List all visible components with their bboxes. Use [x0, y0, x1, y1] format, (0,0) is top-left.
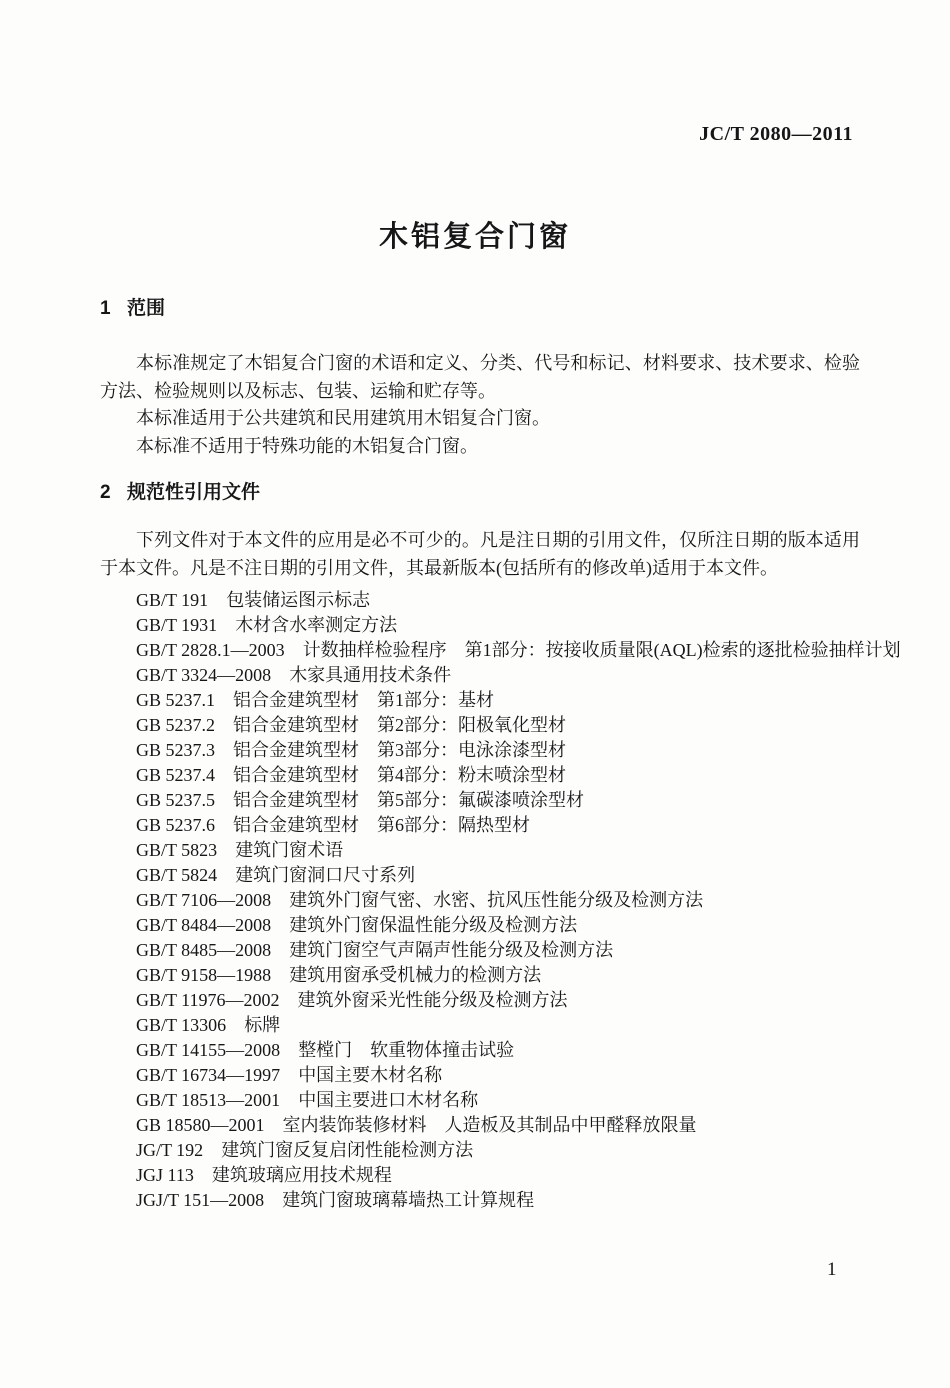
reference-item: [136, 613, 860, 638]
section-2-heading: [100, 481, 860, 505]
paragraph: 本标准规定了木铝复合门窗的术语和定义、分类、代号和标记、材料要求、技术要求、检验方法、检验规则以及标志、包装、运输和贮存等。: [100, 353, 860, 401]
reference-item: [136, 1038, 860, 1063]
section-2-title: 规范性引用文件: [127, 482, 261, 503]
reference-code: GB 5237.1: [136, 690, 216, 710]
reference-title: 建筑门窗反复启闭性能检测方法: [221, 1140, 474, 1160]
reference-item: [136, 813, 860, 838]
reference-item: [136, 713, 860, 738]
reference-title: 铝合金建筑型材 第6部分：隔热型材: [233, 815, 531, 835]
section-1-title: 范围: [127, 298, 166, 319]
reference-code: GB 5237.6: [136, 815, 216, 835]
reference-code: GB/T 2828.1—2003: [136, 640, 285, 660]
reference-title: 包装储运图示标志: [226, 590, 371, 610]
page-number: 1: [827, 1259, 837, 1280]
reference-item: [136, 763, 860, 788]
section-2-intro: [100, 527, 860, 582]
reference-item: [136, 1138, 860, 1163]
reference-title: 建筑用窗承受机械力的检测方法: [289, 965, 542, 985]
reference-code: GB 5237.3: [136, 740, 216, 760]
reference-title: 铝合金建筑型材 第3部分：电泳涂漆型材: [233, 740, 567, 760]
reference-code: GB/T 9158—1988: [136, 965, 272, 985]
reference-title: 铝合金建筑型材 第1部分：基材: [233, 690, 495, 710]
reference-item: [136, 1163, 860, 1188]
section-1-body: [100, 350, 860, 460]
reference-item: [136, 888, 860, 913]
reference-title: 建筑门窗空气声隔声性能分级及检测方法: [289, 940, 614, 960]
reference-item: [136, 913, 860, 938]
reference-code: JGJ/T 151—2008: [136, 1190, 265, 1210]
page-content: [100, 297, 901, 1213]
reference-item: [136, 1063, 860, 1088]
reference-item: [136, 638, 901, 663]
reference-code: GB/T 5824: [136, 865, 218, 885]
reference-title: 建筑外门窗保温性能分级及检测方法: [289, 915, 578, 935]
reference-item: [136, 788, 860, 813]
reference-item: [136, 988, 860, 1013]
reference-code: GB 5237.2: [136, 715, 216, 735]
reference-code: JGJ 113: [136, 1165, 194, 1185]
reference-title: 中国主要木材名称: [298, 1065, 443, 1085]
reference-title: 整樘门 软重物体撞击试验: [298, 1040, 515, 1060]
reference-title: 建筑玻璃应用技术规程: [211, 1165, 392, 1185]
document-title: 木铝复合门窗: [378, 221, 571, 253]
reference-code: JG/T 192: [136, 1140, 204, 1160]
reference-code: GB/T 13306: [136, 1015, 227, 1035]
reference-code: GB/T 18513—2001: [136, 1090, 281, 1110]
reference-code: GB/T 3324—2008: [136, 665, 272, 685]
reference-item: [136, 1013, 860, 1038]
reference-item: [136, 938, 860, 963]
reference-title: 铝合金建筑型材 第4部分：粉末喷涂型材: [233, 765, 567, 785]
reference-list: [100, 588, 901, 1213]
reference-title: 建筑外门窗气密、水密、抗风压性能分级及检测方法: [289, 890, 704, 910]
section-2-number: 2: [100, 482, 111, 503]
reference-code: GB/T 8485—2008: [136, 940, 272, 960]
reference-code: GB 5237.5: [136, 790, 216, 810]
reference-title: 建筑门窗玻璃幕墙热工计算规程: [282, 1190, 535, 1210]
reference-code: GB/T 11976—2002: [136, 990, 280, 1010]
reference-title: 木材含水率测定方法: [235, 615, 398, 635]
reference-code: GB 18580—2001: [136, 1115, 265, 1135]
reference-item: [136, 688, 860, 713]
reference-item: [136, 738, 860, 763]
section-1-number: 1: [100, 298, 111, 319]
reference-item: [136, 1188, 860, 1213]
reference-item: [136, 663, 860, 688]
reference-item: [136, 1088, 860, 1113]
reference-code: GB/T 5823: [136, 840, 218, 860]
reference-code: GB/T 14155—2008: [136, 1040, 281, 1060]
paragraph: 本标准适用于公共建筑和民用建筑用木铝复合门窗。: [136, 408, 550, 428]
reference-item: [136, 838, 860, 863]
reference-code: GB/T 16734—1997: [136, 1065, 281, 1085]
reference-title: 木家具通用技术条件: [289, 665, 452, 685]
reference-title: 铝合金建筑型材 第2部分：阳极氧化型材: [233, 715, 567, 735]
paragraph: 本标准不适用于特殊功能的木铝复合门窗。: [136, 435, 478, 456]
reference-title: 建筑门窗洞口尺寸系列: [235, 865, 416, 885]
reference-item: [136, 588, 860, 613]
reference-code: GB/T 191: [136, 590, 209, 610]
reference-code: GB/T 7106—2008: [136, 890, 272, 910]
reference-item: [136, 963, 860, 988]
paragraph: 下列文件对于本文件的应用是必不可少的。凡是注日期的引用文件，仅所注日期的版本适用于本文件。凡是不注日期的引用文件，其最新版本(包括所有的修改单)适用于本文件。: [100, 530, 860, 578]
reference-item: [136, 1113, 860, 1138]
standard-code-header: JC/T 2080—2011: [699, 123, 853, 145]
section-1-heading: [100, 297, 860, 321]
reference-title: 中国主要进口木材名称: [298, 1090, 479, 1110]
reference-title: 建筑外窗采光性能分级及检测方法: [297, 990, 568, 1010]
reference-title: 建筑门窗术语: [235, 840, 344, 860]
reference-title: 计数抽样检验程序 第1部分：按接收质量限(AQL)检索的逐批检验抽样计划: [302, 640, 901, 660]
reference-code: GB/T 8484—2008: [136, 915, 272, 935]
reference-code: GB/T 1931: [136, 615, 218, 635]
reference-item: [136, 863, 860, 888]
reference-title: 室内装饰装修材料 人造板及其制品中甲醛释放限量: [282, 1115, 697, 1135]
reference-title: 标牌: [244, 1015, 281, 1035]
reference-title: 铝合金建筑型材 第5部分：氟碳漆喷涂型材: [233, 790, 585, 810]
reference-code: GB 5237.4: [136, 765, 216, 785]
